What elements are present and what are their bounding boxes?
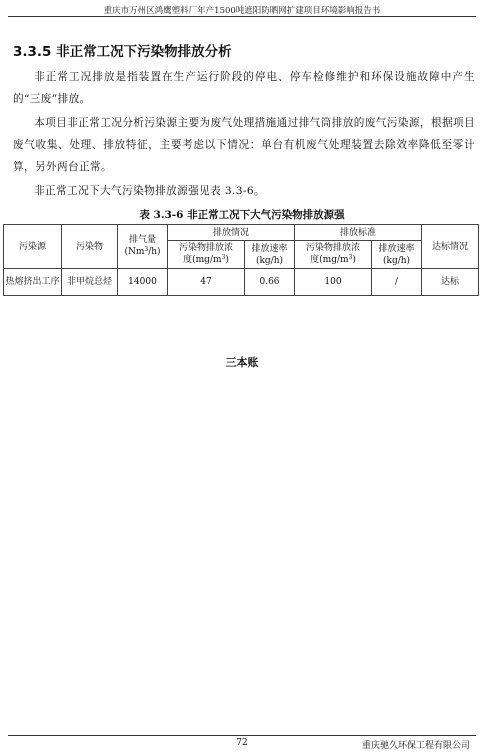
header-conc1-c: ) (225, 255, 229, 265)
header-rate2-a: 排放速率 (378, 243, 415, 254)
header-rate2-b: (kg/h) (382, 255, 411, 266)
header-conc1-sup: 3 (221, 254, 226, 261)
header-exhaust-unit-b: /h) (148, 247, 161, 257)
header-conc2-a: 污染物排放浓 (306, 243, 361, 253)
footer-divider (8, 735, 476, 736)
cell-compliance: 达标 (422, 269, 479, 296)
cell-pollutant: 非甲烷总烃 (62, 269, 118, 296)
header-conc2-b: 度(mg/m (310, 255, 349, 265)
emission-table (3, 224, 479, 296)
cell-exhaust: 14000 (118, 269, 168, 296)
cell-std-rate: / (372, 269, 422, 296)
company-name: 重庆驰久环保工程有限公司 (361, 741, 470, 751)
paragraph-abnormal-analysis: 本项目非正常工况分析污染源主要为废气处理措施通过排气筒排放的废气污染源，根据项目废气收集、处理、排放特征，主要考虑以下情况：单台有机废气处理装置去除效率降低至零计算，另外两台正常。 (13, 117, 475, 173)
header-standard-rate (372, 241, 422, 269)
header-emission-group: 排放情况 (168, 225, 295, 241)
three-ledgers-heading: 三本账 (225, 356, 259, 369)
paragraph-table-reference: 非正常工况下大气污染物排放源强见表 3.3-6。 (34, 185, 266, 197)
header-emission-concentration (168, 241, 245, 269)
table-row (4, 269, 479, 296)
header-conc1-a: 污染物排放浓 (178, 243, 233, 253)
page-header: 重庆市万州区鸿鹰塑料厂年产1500吨遮阳防晒网扩建项目环境影响报告书 (103, 6, 381, 16)
header-rate1-a: 排放速率 (251, 243, 288, 254)
header-divider (8, 16, 476, 17)
header-exhaust (118, 225, 168, 269)
header-conc2-c: ) (352, 255, 356, 265)
header-exhaust-label: 排气量 (128, 235, 156, 245)
header-conc1-b: 度(mg/m (183, 255, 222, 265)
header-source: 污染源 (4, 225, 62, 269)
header-rate1-b: (kg/h) (255, 255, 284, 266)
paragraph-abnormal-definition: 非正常工况排放是指装置在生产运行阶段的停电、停车检修维护和环保设施故障中产生的“三废”排放。 (13, 71, 475, 105)
section-title: 3.3.5 非正常工况下污染物排放分析 (13, 44, 232, 60)
header-conc2-sup: 3 (348, 254, 353, 261)
cell-concentration: 47 (168, 269, 245, 296)
table-header-row (4, 225, 479, 241)
header-standard-concentration (295, 241, 372, 269)
header-emission-rate (245, 241, 295, 269)
table-caption: 表 3.3-6 非正常工况下大气污染物排放源强 (139, 209, 345, 221)
cell-rate: 0.66 (245, 269, 295, 296)
page-number: 72 (236, 738, 248, 748)
header-pollutant: 污染物 (62, 225, 118, 269)
header-exhaust-unit-sup: 3 (144, 246, 149, 253)
cell-std-concentration: 100 (295, 269, 372, 296)
cell-source: 热熔挤出工序 (4, 269, 62, 296)
header-exhaust-unit-a: (Nm (124, 247, 145, 257)
header-compliance: 达标情况 (422, 225, 479, 269)
header-standard-group: 排放标准 (295, 225, 422, 241)
